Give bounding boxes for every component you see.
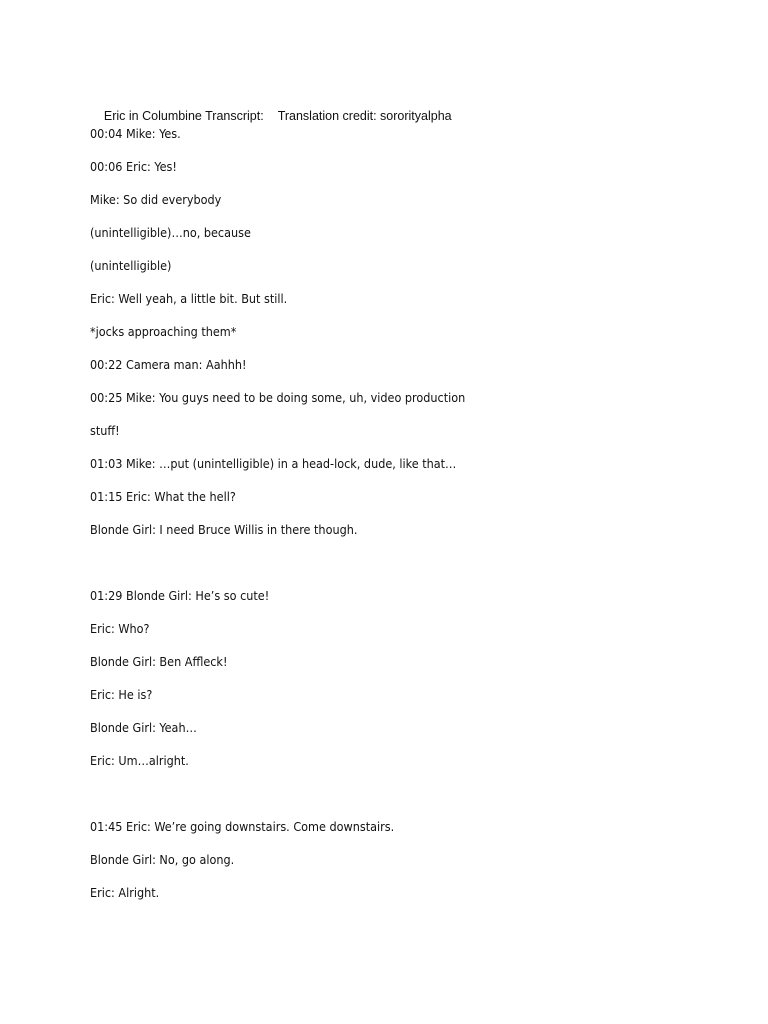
transcript-line: Eric: Um…alright. (90, 753, 189, 768)
translation-credit: Translation credit: sororityalpha (277, 109, 452, 123)
transcript-line: Blonde Girl: Ben Affleck! (90, 654, 228, 669)
transcript-line: 00:04 Mike: Yes. (90, 126, 181, 141)
transcript-line: *jocks approaching them* (90, 324, 237, 339)
transcript-line: Eric: Who? (90, 621, 150, 636)
transcript-line: (unintelligible)…no, because (90, 225, 251, 240)
transcript-line: 01:29 Blonde Girl: He’s so cute! (90, 588, 270, 603)
transcript-line: Mike: So did everybody (90, 192, 222, 207)
transcript-line: stuff! (90, 423, 120, 438)
transcript-line: 00:06 Eric: Yes! (90, 159, 177, 174)
transcript-line: 00:25 Mike: You guys need to be doing some, uh, video production (90, 390, 466, 405)
transcript-line: 00:22 Camera man: Aahhh! (90, 357, 247, 372)
transcript-line: (unintelligible) (90, 258, 172, 273)
transcript-line: Blonde Girl: No, go along. (90, 852, 235, 867)
transcript-line: 01:45 Eric: We’re going downstairs. Come downstairs. (90, 819, 395, 834)
transcript-title: Eric in Columbine Transcript: (103, 109, 264, 123)
transcript-line: Eric: Well yeah, a little bit. But still. (90, 291, 288, 306)
transcript-line: Blonde Girl: Yeah… (90, 720, 197, 735)
transcript-line: 01:15 Eric: What the hell? (90, 489, 236, 504)
transcript-line: Eric: He is? (90, 687, 153, 702)
transcript-line: Eric: Alright. (90, 885, 160, 900)
transcript-line: 01:03 Mike: …put (unintelligible) in a head-lock, dude, like that… (90, 456, 457, 471)
transcript-line: Blonde Girl: I need Bruce Willis in there though. (90, 522, 358, 537)
